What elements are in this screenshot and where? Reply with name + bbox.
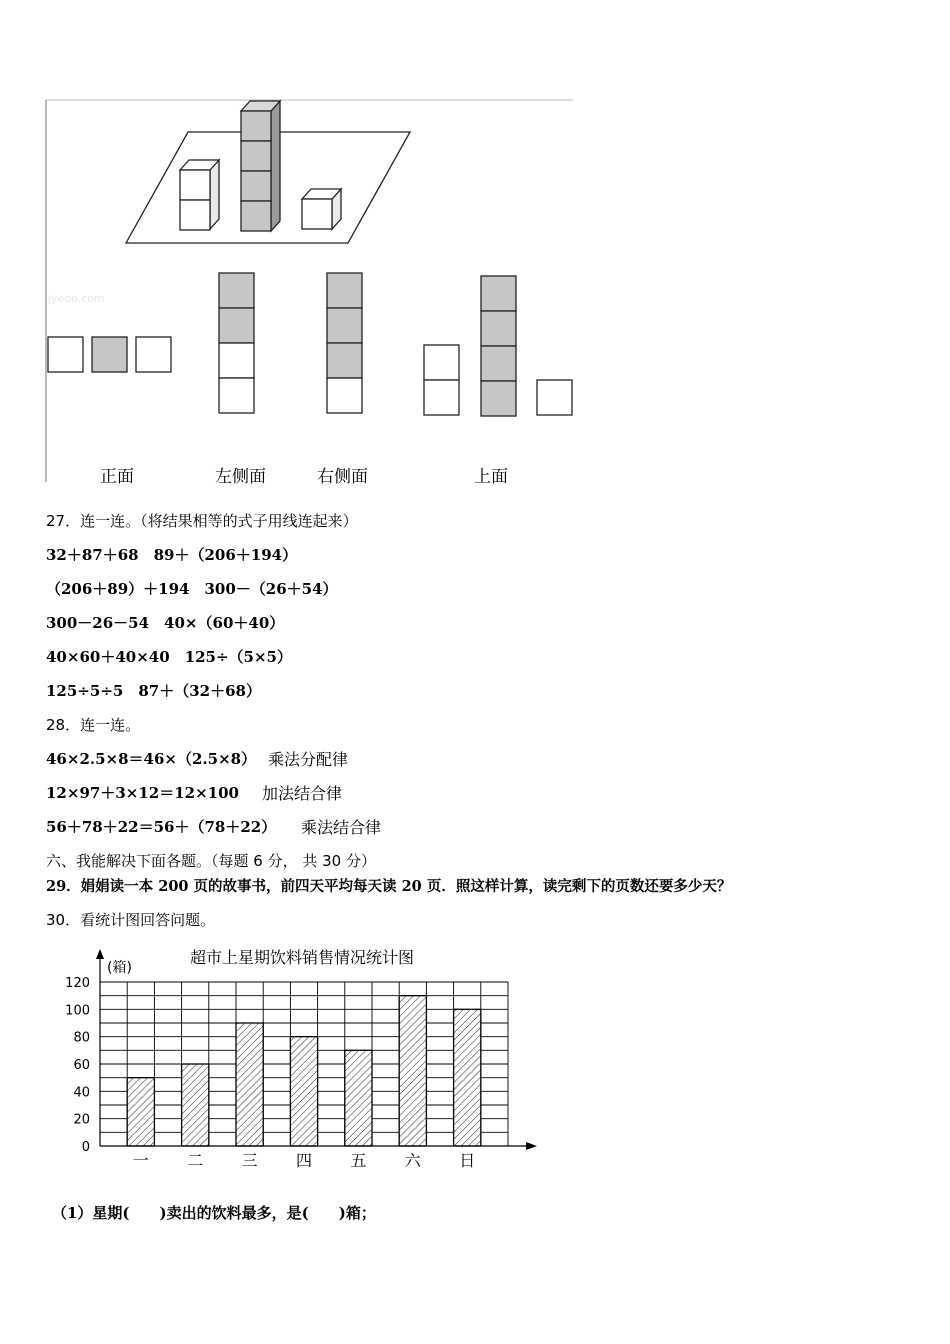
y-tick-label: 100 — [65, 1003, 90, 1019]
chart-title: 超市上星期饮料销售情况统计图 — [189, 948, 415, 967]
q28-law-1: 乘法分配律 — [268, 750, 349, 769]
label-right-side: 右侧面 — [317, 467, 368, 487]
bar-5 — [345, 1050, 372, 1146]
top-view — [424, 276, 572, 416]
q27-row-4: 40×60＋40×40 125÷（5×5） — [46, 648, 292, 666]
q28-title: 28．连一连。 — [46, 716, 141, 734]
q27-row-2: （206＋89）＋194 300－（26＋54） — [46, 580, 338, 598]
y-tick-label: 20 — [73, 1112, 90, 1128]
y-tick-label: 120 — [65, 976, 90, 991]
x-axis-arrow — [526, 1142, 537, 1150]
x-tick-label: 四 — [295, 1151, 313, 1170]
right-cube — [302, 189, 341, 229]
y-tick-label: 40 — [73, 1085, 90, 1101]
q27-title: 27．连一连。（将结果相等的式子用线连起来） — [46, 512, 358, 530]
y-axis-arrow — [96, 949, 104, 959]
section-6-heading: 六、我能解决下面各题。（每题 6 分， 共 30 分） — [46, 852, 376, 870]
bar-7 — [454, 1009, 481, 1146]
q28-expr-1: 46×2.5×8＝46×（2.5×8） — [46, 750, 257, 768]
q27-row-1: 32＋87＋68 89＋（206＋194） — [46, 546, 298, 564]
x-tick-label: 五 — [350, 1151, 367, 1170]
chart-y-unit: (箱) — [107, 960, 132, 976]
q28-expr-3: 56＋78＋22＝56＋（78＋22） — [46, 818, 277, 836]
q28-law-3: 乘法结合律 — [301, 818, 382, 837]
q27-row-5: 125÷5÷5 87＋（32＋68） — [46, 682, 261, 700]
x-tick-label: 二 — [187, 1151, 204, 1170]
q28-expr-2: 12×97＋3×12＝12×100 — [46, 784, 239, 802]
watermark: jyeoo.com — [48, 292, 105, 305]
left-side-view — [219, 273, 254, 413]
bar-3 — [236, 1023, 263, 1146]
front-view — [48, 337, 171, 372]
x-tick-label: 一 — [132, 1151, 149, 1170]
x-tick-label: 日 — [459, 1151, 476, 1170]
q28-law-2: 加法结合律 — [262, 784, 343, 803]
label-front: 正面 — [100, 467, 134, 487]
label-left-side: 左侧面 — [215, 467, 266, 487]
q27-row-3: 300－26－54 40×（60＋40） — [46, 614, 285, 632]
x-tick-label: 三 — [241, 1151, 258, 1170]
y-tick-label: 60 — [73, 1058, 90, 1073]
y-tick-label: 80 — [73, 1030, 90, 1046]
left-cube-stack — [180, 160, 219, 230]
q30-sub1: （1）星期( )卖出的饮料最多，是( )箱； — [52, 1204, 376, 1222]
right-side-view — [327, 273, 362, 413]
tall-cube-stack — [241, 101, 280, 231]
label-top: 上面 — [474, 467, 508, 487]
bar-4 — [290, 1037, 317, 1146]
views-figure — [0, 0, 950, 500]
x-tick-label: 六 — [404, 1151, 421, 1170]
bar-chart — [0, 935, 600, 1180]
bar-2 — [182, 1064, 209, 1146]
bar-6 — [399, 996, 426, 1146]
q29-text: 29．娟娟读一本 200 页的故事书，前四天平均每天读 20 页．照这样计算，读完剩下的页数还要多少天？ — [46, 878, 732, 895]
bar-1 — [127, 1078, 154, 1146]
y-tick-label: 0 — [81, 1140, 90, 1155]
q30-title: 30．看统计图回答问题。 — [46, 911, 216, 929]
